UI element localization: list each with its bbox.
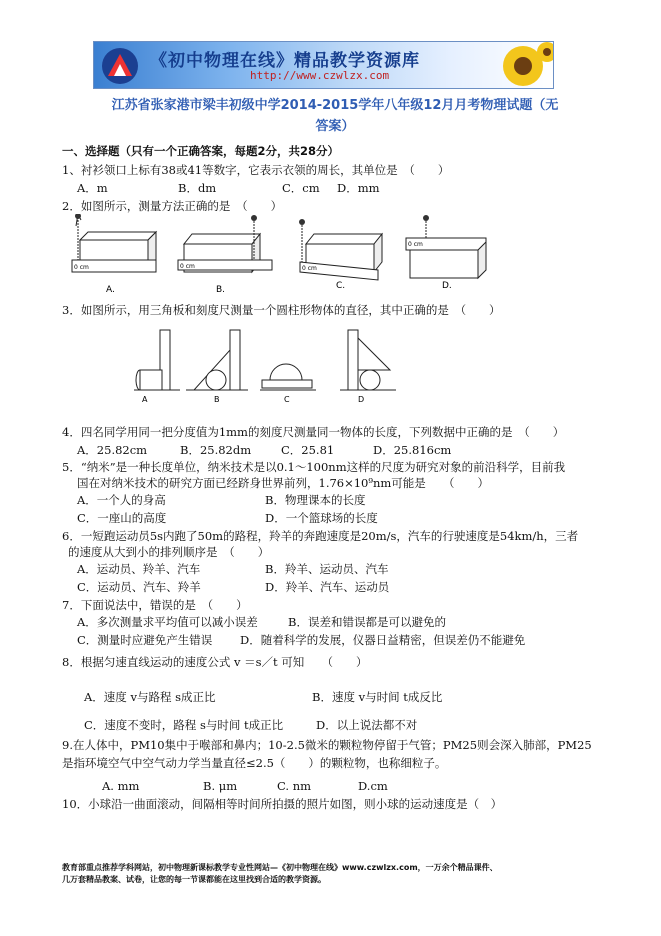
q6-option-d[interactable]: D．羚羊、汽车、运动员	[265, 580, 390, 594]
q8-option-b[interactable]: B．速度 v与时间 t成反比	[312, 690, 443, 704]
q6-stem-line-2: 的速度从大到小的排列顺序是 （ ）	[68, 545, 270, 559]
q8-option-c[interactable]: C．速度不变时，路程 s与时间 t成正比	[84, 718, 284, 732]
q9-option-d[interactable]: D.cm	[358, 779, 388, 793]
q7-option-c[interactable]: C．测量时应避免产生错误	[77, 633, 213, 647]
q1-option-b[interactable]: B．dm	[178, 181, 217, 195]
q6-option-c[interactable]: C．运动员、汽车、羚羊	[77, 580, 201, 594]
q6-stem-line-1: 6．一短跑运动员5s内跑了50m的路程，羚羊的奔跑速度是20m/s，汽车的行驶速度是54km/h，三者	[62, 529, 579, 543]
sunflower-icon	[483, 42, 553, 88]
q8-option-d[interactable]: D．以上说法都不对	[316, 718, 418, 732]
q1-stem: 1、衬衫领口上标有38或41等数字，它表示衣领的周长，其单位是 （ ）	[62, 163, 450, 177]
q4-option-b[interactable]: B．25.82dm	[180, 443, 252, 457]
q10-stem: 10．小球沿一曲面滚动，间隔相等时间所拍摄的照片如图，则小球的运动速度是（ ）	[62, 797, 503, 811]
q3-label-c: C	[284, 395, 290, 404]
q5-option-c[interactable]: C．一座山的高度	[77, 511, 167, 525]
q6-option-a[interactable]: A．运动员、羚羊、汽车	[77, 562, 201, 576]
q3-label-d: D	[358, 395, 365, 404]
q3-diagram-c	[260, 364, 316, 390]
q5-option-d[interactable]: D．一个篮球场的长度	[265, 511, 378, 525]
q1-option-d[interactable]: D．mm	[337, 181, 380, 195]
q2-diagram-d	[406, 215, 486, 278]
q4-option-c[interactable]: C．25.81	[281, 443, 335, 457]
q1-option-c[interactable]: C．cm	[282, 181, 320, 195]
q3-stem: 3．如图所示，用三角板和刻度尺测量一个圆柱形物体的直径，其中正确的是 （ ）	[62, 303, 501, 317]
title-line-2: 答案）	[315, 119, 355, 134]
q3-figure	[120, 324, 400, 406]
q7-stem: 7．下面说法中，错误的是 （ ）	[62, 598, 248, 612]
q9-stem-line-2: 是指环境空气中空气动力学当量直径≤2.5（ ）的颗粒物，也称细粒子。	[62, 756, 447, 770]
q3-diagram-d	[340, 330, 396, 390]
q5-stem-line-1: 5．“纳米”是一种长度单位，纳米技术是以0.1～100nm这样的尺度为研究对象的前沿科学，目前我	[62, 460, 566, 474]
q9-option-a[interactable]: A. mm	[102, 779, 140, 793]
q2-label-c: C.	[336, 281, 346, 291]
q8-stem: 8．根据匀速直线运动的速度公式 v ＝s／t 可知 （ ）	[62, 655, 368, 669]
page-title	[55, 95, 615, 137]
q7-option-b[interactable]: B．误差和错误都是可以避免的	[288, 615, 446, 629]
q9-option-c[interactable]: C. nm	[277, 779, 312, 793]
title-line-1: 江苏省张家港市梁丰初级中学2014-2015学年八年级12月月考物理试题（无	[111, 98, 559, 113]
section-heading: 一、选择题（只有一个正确答案，每题2分，共28分）	[62, 144, 340, 158]
q3-label-a: A	[142, 395, 148, 404]
header-banner	[93, 41, 554, 89]
q5-option-a[interactable]: A．一个人的身高	[77, 493, 166, 507]
q9-option-b[interactable]: B. μm	[203, 779, 238, 793]
q3-label-b: B	[214, 395, 220, 404]
q4-stem: 4．四名同学用同一把分度值为1mm的刻度尺测量同一物体的长度，下列数据中正确的是 （ ）	[62, 425, 565, 439]
q9-stem-line-1: 9.在人体中，PM10集中于喉部和鼻内；10-2.5微米的颗粒物停留于气管；PM25则会深入肺部，PM25	[62, 738, 592, 752]
q2-diagram-a	[72, 214, 156, 272]
q3-diagram-a	[134, 330, 180, 390]
q2-figure	[66, 214, 506, 296]
site-logo-icon	[100, 46, 140, 86]
footer-line-2: 几万套精品教案、试卷，让您的每一节课都能在这里找到合适的教学资源。	[62, 875, 326, 884]
q5-option-b[interactable]: B．物理课本的长度	[265, 493, 366, 507]
q2-label-d: D.	[442, 281, 452, 291]
svg-text:0 cm: 0 cm	[302, 265, 317, 272]
q2-label-b: B.	[216, 285, 226, 295]
footer-line-1: 教育部重点推荐学科网站，初中物理新课标教学专业性网站—《初中物理在线》www.czwlzx.com，一万余个精品课件、	[62, 863, 498, 872]
q3-diagram-b	[186, 330, 248, 390]
q1-option-a[interactable]: A．m	[77, 181, 108, 195]
q4-option-d[interactable]: D．25.816cm	[373, 443, 452, 457]
q7-option-d[interactable]: D．随着科学的发展，仪器日益精密，但误差仍不能避免	[240, 633, 526, 647]
q4-option-a[interactable]: A．25.82cm	[77, 443, 148, 457]
q2-diagram-b	[178, 215, 272, 272]
q5-stem-line-2: 国在对纳米技术的研究方面已经跻身世界前列，1.76×10⁹nm可能是 （ ）	[77, 476, 490, 490]
svg-text:0 cm: 0 cm	[74, 264, 89, 271]
banner-title: 《初中物理在线》精品教学资源库	[150, 51, 420, 71]
q2-label-a: A.	[106, 285, 115, 295]
q2-stem: 2．如图所示，测量方法正确的是 （ ）	[62, 199, 283, 213]
page-footer	[62, 862, 607, 886]
q6-option-b[interactable]: B．羚羊、运动员、汽车	[265, 562, 389, 576]
q2-diagram-c	[299, 219, 382, 280]
svg-text:0 cm: 0 cm	[408, 241, 423, 248]
banner-url[interactable]: http://www.czwlzx.com	[250, 69, 390, 82]
q7-option-a[interactable]: A．多次测量求平均值可以减小误差	[77, 615, 258, 629]
q8-option-a[interactable]: A．速度 v与路程 s成正比	[84, 690, 216, 704]
svg-text:0 cm: 0 cm	[180, 263, 195, 270]
